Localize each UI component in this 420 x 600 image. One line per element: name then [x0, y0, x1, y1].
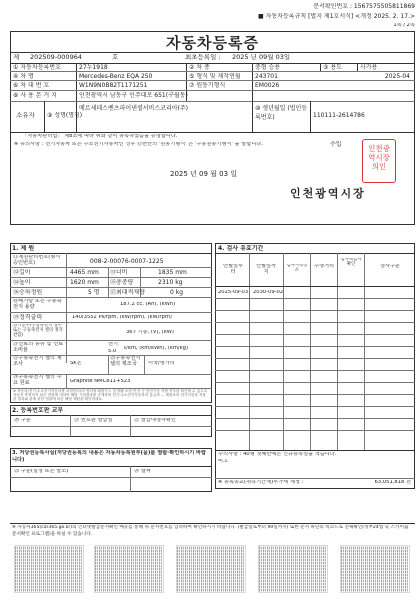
length-value: 4465 mm	[70, 269, 99, 276]
registration-number: 27누1918	[79, 64, 108, 71]
spec-note: ※ 자동차(전기·수소전기자동차를 포함한다)의 영리형 배출가스 및 배출·소음·안전 등 안전기준 적합 여부를 확인할 수 있도록 자동차 측정하지 않은 결함에 대하여 해당 시험결과를 공개하며 전기·수소전기자동차의 통급과 ... 제원표의 허가사항을 적용한 결과와 관계 관련 법령에 따른 해당 제원을 확인하세요.	[13, 389, 208, 402]
usage-label: ③ 용도	[323, 64, 342, 71]
max-load-label: ⑰최대적재량	[110, 289, 145, 296]
cell-maker-value: SK온	[70, 361, 82, 366]
issuer-name: 인천광역시장	[290, 187, 366, 200]
certification-notice: 「자동차관리법」 제8조에 따라 위와 같이 등록하였음을 증명합니다.	[22, 134, 178, 139]
page-title: 자동차등록증	[166, 34, 259, 52]
cell-material-label: ㉔구동축전지 셀의 주요 원료	[13, 375, 62, 386]
document-check-number: 문서확인번호 : 1567575505811869	[313, 3, 415, 10]
inspection-header-from: 연월일부터	[222, 264, 244, 275]
inspection-caution: 주의사항 : 40형 첫째란에는 신규등록일을 적습니다.	[218, 452, 337, 457]
owner-name-label: ⑨ 성명(명칭)	[47, 112, 83, 119]
inspection-header-mileage: 주행거리	[313, 264, 335, 269]
first-registration-label: 최초등록일 :	[185, 54, 221, 61]
registration-number-label: ① 자동차등록번호	[13, 64, 61, 71]
cylinder-count-value: 367 기통, (V), (kW)	[126, 330, 174, 335]
max-load-value: 0 kg	[170, 289, 184, 296]
owner-birth-label: ⑩ 생년월일 (법인등록번호)	[255, 105, 308, 121]
barcode-4	[258, 545, 328, 593]
vehicle-name-label: ④ 차 명	[13, 73, 34, 80]
owner-name: 메르세데스벤츠파이낸셜서비스코리아(주)	[79, 105, 189, 112]
model-date-label: ⑤ 형식 및 제작연월	[189, 73, 241, 80]
height-value: 1620 mm	[70, 279, 99, 286]
inspection-from-date: 2025-09-03	[218, 290, 249, 295]
engine-type-label: ⑦ 원동기형식	[189, 82, 226, 89]
cell-country-label: ㉓구동축전지 셀의 제조국	[110, 356, 141, 367]
engine-type: EM0026	[255, 82, 280, 89]
gross-weight-label: ⑮총중량	[110, 279, 134, 286]
tax-label: ※ 등록종교(취득기간계)부가세 계정 :	[218, 480, 304, 485]
spec-management-number: 008-2-00076-0007-1225	[90, 258, 164, 265]
inspection-header-to: 연월일까지	[255, 264, 277, 275]
width-value: 1835 mm	[158, 269, 187, 276]
issue-date: 2025 년 09 월 03 일	[170, 170, 238, 178]
tax-value: 63,051,818 원	[374, 480, 411, 485]
vehicle-type-label: ② 차 종	[189, 64, 210, 71]
vin-value: W1N9N0B82T1171251	[79, 82, 148, 89]
fuel-efficiency-value: 5.0	[108, 349, 117, 354]
lien-section-title: 3. 저당권등록사실(저당권등록의 내용은 자동차등록원부(을)를 열람·확인하시기 바랍니다)	[12, 450, 207, 463]
seating-value: 5 명	[88, 289, 100, 296]
remarks-label: 비고	[218, 459, 229, 464]
fuel-efficiency-unit: ℓ/km, (km/kWh), (km/kg)	[124, 346, 188, 351]
vehicle-type: 중형 승용	[255, 64, 281, 71]
rated-output-value: 140/3552 Ps/rpm, (kW/rpm), (kW/rpm)	[72, 315, 172, 320]
inspection-header-type: 검사구분	[379, 264, 401, 269]
vehicle-name: Mercedes-Benz EQA 250	[79, 73, 153, 80]
certificate-number: 202509-000964	[30, 54, 82, 61]
seating-label: ⑯승차정원	[13, 289, 43, 296]
page-indicator: 1쪽 / 2쪽	[393, 23, 415, 28]
fuel-type-label: ㉑연료의 종류 및 연료소비율	[13, 342, 64, 353]
certificate-number-label: 제	[13, 54, 20, 61]
barcode-1	[14, 545, 84, 593]
fuel-type-value: 전기	[108, 342, 119, 347]
base-location-label: ⑧ 사 용 본 거 지	[13, 92, 57, 99]
vin-label: ⑥ 차 대 번 호	[13, 82, 50, 89]
spec-management-number-label: ⑪제원관리번호(형식승인번호)	[13, 255, 61, 266]
rated-output-label: ⑲정격출력	[13, 314, 43, 321]
verification-footer: ※ 자동차365(car365.go.kr)의 인터넷발급문서확인 메뉴를 통해 위 문서번호를 입력하여 확인하시기 바랍니다. (발급일로부터 90일까지) 또한 문서 하단의 바코드로 전체확인(정부24앱 및 스카이쉴 문서확인 프로그램)을 하실 수 있습니다.	[12, 525, 409, 537]
lien-type-header: ㉓ 구분(설정 또는 말소)	[14, 469, 69, 474]
plate-type-header: ⑳ 구분	[14, 418, 31, 423]
manufacture-date: 2025-04	[384, 73, 410, 80]
import-label: 수입	[330, 141, 342, 148]
cylinder-count-label: ⑳기통수(구동축전지 셀수 또는 구동축전지 셀의 정격 전압)	[13, 324, 63, 338]
cell-country-value: 미국/헝가리	[148, 361, 175, 366]
caution-notice: ※ 유의사항 : 전기자동차 또는 수소전기자동차인 경우 ⑫번란의 '원동기형식' 은 '구동원동기형식' 을 말합니다.	[14, 142, 263, 147]
usage-value: 사가용	[360, 64, 378, 71]
battery-capacity-label: ⑱배기량 또는 구동축전지 용량	[13, 299, 62, 310]
certificate-number-suffix: 호	[112, 54, 119, 61]
base-location: 인천광역시 남동구 인주대로 651(구월동)	[79, 92, 188, 99]
length-label: ⑫길이	[13, 269, 31, 276]
width-label: ⑬너비	[110, 269, 128, 276]
form-rule-label: ■ 자동차등록규칙 [별지 제1호서식] <개정 2025. 2. 17.>	[258, 13, 415, 20]
inspection-title: 4. 검사 유효기간	[218, 245, 264, 252]
first-registration-date: 2025 년 09월 03일	[232, 54, 291, 61]
plate-issue-date-header: ㉑ 번호판 발급일	[74, 418, 113, 423]
plate-section-title: 2. 등록번호판 교부	[12, 407, 64, 414]
cell-material-value: Graphite NMC811+523	[70, 379, 131, 384]
official-seal: 인천광역시장의인	[362, 139, 396, 183]
inspection-header-place: 검사시행장소	[286, 264, 308, 273]
inspection-header-inspector: 검사책임자확인	[340, 258, 362, 267]
owner-label: 소유자	[16, 112, 35, 119]
model-code: 243701	[255, 73, 278, 80]
gross-weight-value: 2310 kg	[158, 279, 183, 286]
spec-title: 1. 제 원	[12, 245, 35, 252]
plate-agent-header: ㉒ 발급대행자확인	[134, 418, 176, 423]
barcode-5	[340, 545, 410, 593]
barcode-3	[176, 545, 246, 593]
height-label: ⑭높이	[13, 279, 31, 286]
battery-capacity-value: 187.2 cc, (Ah), (kWh)	[120, 302, 176, 307]
cell-maker-label: ㉒구동축전지 셀의 제조사	[13, 356, 62, 367]
inspection-to-date: 2030-09-02	[253, 290, 284, 295]
lien-date-header: ㉔ 날짜	[134, 469, 151, 474]
barcode-2	[94, 545, 164, 593]
owner-birth-value: 110111-2614786	[313, 112, 365, 119]
